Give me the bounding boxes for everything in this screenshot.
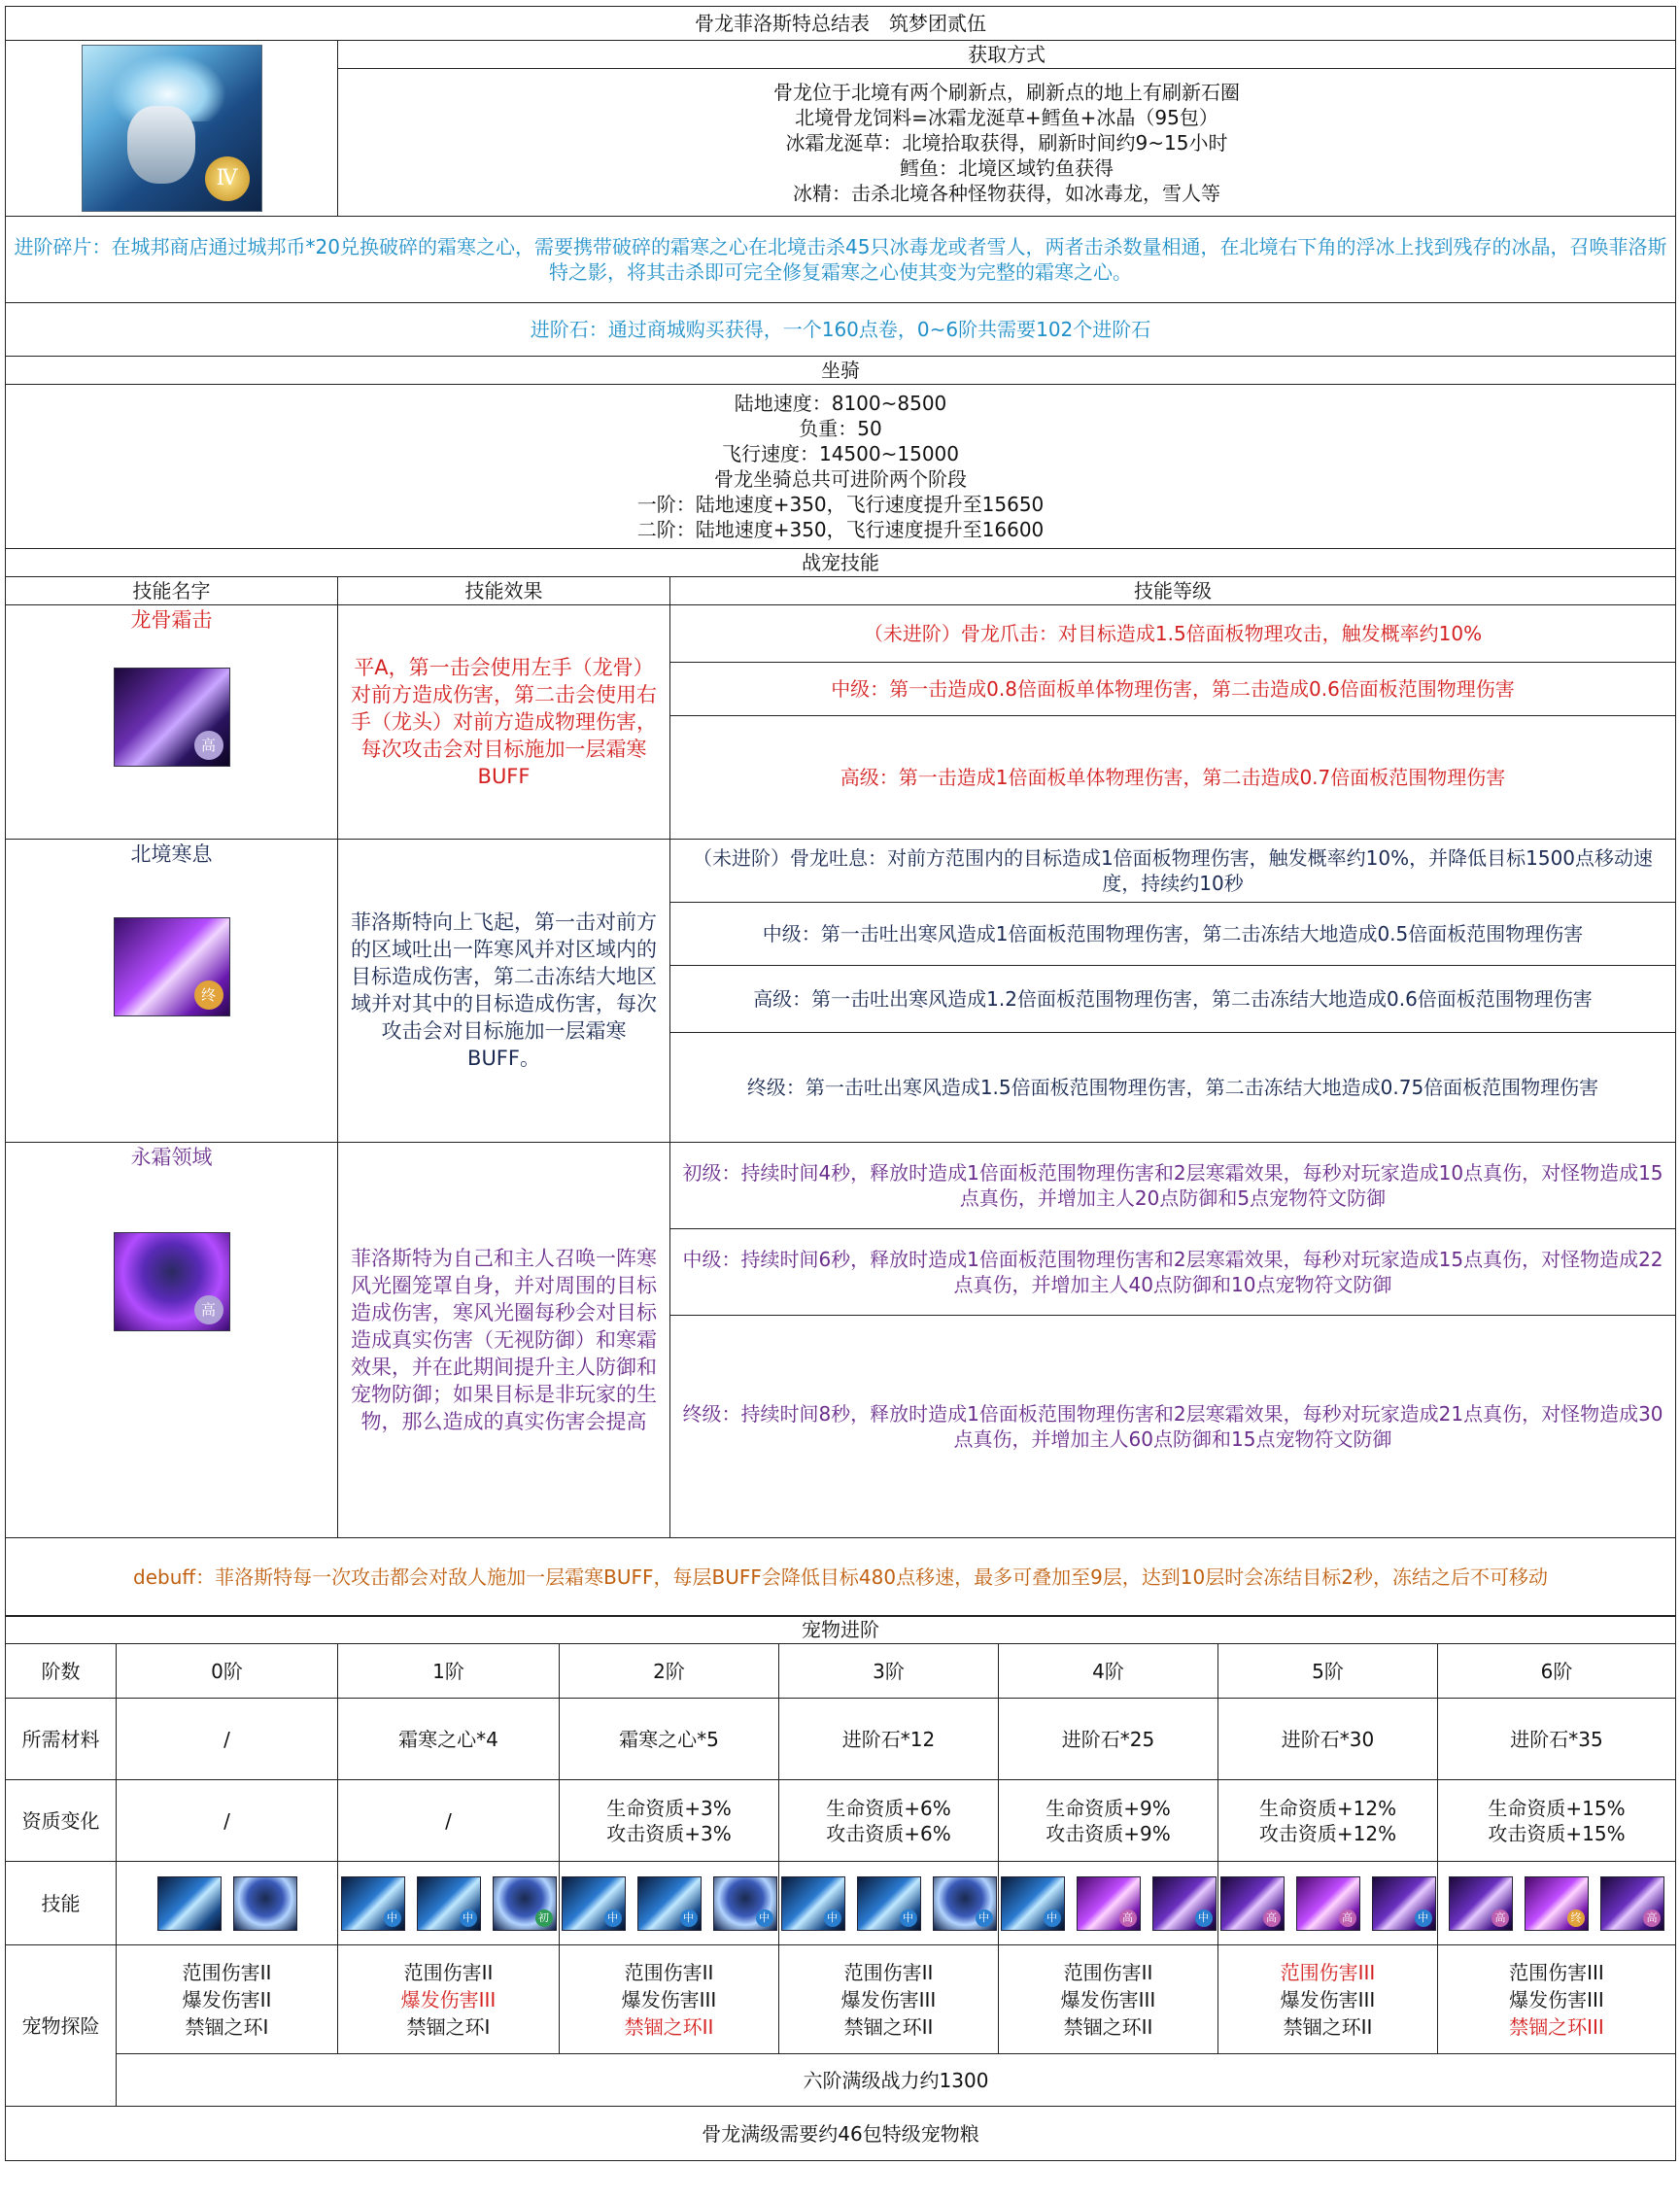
skill-thumb-badge: 中 — [1044, 1909, 1061, 1927]
skills-table — [5, 548, 1676, 1617]
skill-level: 终级：持续时间8秒，释放时造成1倍面板范围物理伤害和2层寒霜效果，每秒对玩家造成21点真伤，对怪物造成30点真伤，并增加主人60点防御和15点宠物符文防御 — [670, 1315, 1676, 1537]
skill-thumb-icon — [857, 1876, 921, 1931]
aptitude-line: 生命资质+3% — [606, 1796, 732, 1820]
aptitude-cell — [338, 1780, 560, 1862]
skill-icons-cell — [117, 1862, 338, 1945]
fragments-note: 进阶碎片：在城邦商店通过城邦币*20兑换破碎的霜寒之心，需要携带破碎的霜寒之心在北境击杀45只冰毒龙或者雪人，两者击杀数量相通，在北境右下角的浮冰上找到残存的冰晶，召唤菲洛斯特之影，将其击杀即可完全修复霜寒之心使其变为完整的霜寒之心。 — [6, 217, 1676, 303]
skill-thumb-badge: 中 — [900, 1909, 917, 1927]
skill-thumb-badge: 中 — [976, 1909, 993, 1927]
skill-icons-cell — [779, 1862, 999, 1945]
aptitude-cell — [1438, 1780, 1676, 1862]
explore-line: 禁锢之环II — [1283, 2014, 1373, 2039]
aptitude-line: / — [445, 1808, 452, 1833]
aptitude-line: 攻击资质+12% — [1258, 1821, 1397, 1845]
explore-line: 范围伤害II — [1063, 1960, 1153, 1984]
skill-thumb-badge: 高 — [1643, 1909, 1661, 1927]
col-skill-level: 技能等级 — [670, 576, 1676, 604]
mount-line: 一阶：陆地速度+350，飞行速度提升至15650 — [636, 493, 1045, 516]
aptitude-line: 攻击资质+6% — [826, 1821, 951, 1845]
footer-note: 骨龙满级需要约46包特级宠物粮 — [6, 2107, 1676, 2161]
skill-effect: 菲洛斯特为自己和主人召唤一阵寒风光圈笼罩自身，并对周围的目标造成伤害，寒风光圈每秒会对目标造成真实伤害（无视防御）和寒霜效果，并在此期间提升主人防御和宠物防御；如果目标是非玩家的生物，那么造成的真实伤害会提高 — [338, 1142, 670, 1537]
acquire-header: 获取方式 — [338, 41, 1676, 69]
row-label: 宠物探险 — [6, 1945, 117, 2107]
skill-thumb-icon — [341, 1876, 405, 1931]
acquire-lines — [338, 69, 1676, 217]
skill-level: 高级：第一击造成1倍面板单体物理伤害，第二击造成0.7倍面板范围物理伤害 — [670, 715, 1676, 839]
material-cell: 进阶石*25 — [999, 1699, 1218, 1780]
skill-thumb-icon — [637, 1876, 702, 1931]
skill-level: 高级：第一击吐出寒风造成1.2倍面板范围物理伤害，第二击冻结大地造成0.6倍面板范围物理伤害 — [670, 965, 1676, 1032]
explore-line: 范围伤害II — [403, 1960, 494, 1984]
skill-thumb-badge: 中 — [1415, 1909, 1432, 1927]
skill-thumb-badge: 高 — [1339, 1909, 1356, 1927]
explore-line: 禁锢之环II — [624, 2014, 714, 2039]
skill-thumb-icon — [1220, 1876, 1285, 1931]
skill-thumb-badge: 中 — [1195, 1909, 1213, 1927]
skill-thumb-icon — [417, 1876, 481, 1931]
material-cell: / — [117, 1699, 338, 1780]
explore-line: 爆发伤害III — [621, 1987, 717, 2011]
material-cell: 进阶石*12 — [779, 1699, 999, 1780]
skill-thumb-badge: 中 — [460, 1909, 477, 1927]
stage-cell: 4阶 — [999, 1644, 1218, 1699]
aptitude-line: 生命资质+15% — [1488, 1796, 1626, 1820]
skill-level: （未进阶）骨龙爪击：对目标造成1.5倍面板物理攻击，触发概率约10% — [670, 604, 1676, 662]
explore-cell — [117, 1945, 338, 2054]
explore-line: 禁锢之环I — [185, 2014, 269, 2039]
explore-cell — [999, 1945, 1218, 2054]
skill-thumb-badge: 高 — [1263, 1909, 1281, 1927]
skill-thumb-badge: 高 — [1491, 1909, 1509, 1927]
explore-cell — [779, 1945, 999, 2054]
skill-thumb-icon — [1001, 1876, 1065, 1931]
aptitude-line: 攻击资质+3% — [606, 1821, 732, 1845]
col-skill-name: 技能名字 — [6, 576, 338, 604]
skill-thumb-badge: 中 — [604, 1909, 622, 1927]
explore-line: 范围伤害II — [182, 1960, 272, 1984]
aptitude-cell — [1218, 1780, 1438, 1862]
advance-header: 宠物进阶 — [6, 1616, 1676, 1644]
mount-line: 飞行速度：14500~15000 — [721, 442, 959, 465]
explore-line: 范围伤害II — [843, 1960, 934, 1984]
advance-table — [5, 1615, 1676, 2161]
explore-line: 爆发伤害III — [840, 1987, 937, 2011]
skill-name: 龙骨霜击 — [130, 607, 213, 632]
skill-thumb-icon — [1296, 1876, 1360, 1931]
aptitude-line: 攻击资质+9% — [1046, 1821, 1171, 1845]
skill-icons-cell — [1438, 1862, 1676, 1945]
mount-lines — [6, 385, 1676, 549]
stage-cell: 1阶 — [338, 1644, 560, 1699]
skill-3-name-cell — [6, 1142, 338, 1537]
rank-badge: Ⅳ — [205, 156, 250, 201]
col-skill-effect: 技能效果 — [338, 576, 670, 604]
explore-line: 范围伤害III — [1509, 1960, 1604, 1984]
explore-line: 爆发伤害III — [1280, 1987, 1376, 2011]
skill-thumb-badge: 初 — [535, 1909, 553, 1927]
skill-level: 中级：第一击造成0.8倍面板单体物理伤害，第二击造成0.6倍面板范围物理伤害 — [670, 662, 1676, 715]
skill-thumb-icon — [493, 1876, 557, 1931]
bone-dragon-portrait-icon — [82, 45, 262, 212]
skill-thumb-icon — [713, 1876, 777, 1931]
northern-breath-icon — [114, 917, 230, 1016]
row-label: 阶数 — [6, 1644, 117, 1699]
debuff-note: debuff：菲洛斯特每一次攻击都会对敌人施加一层霜寒BUFF，每层BUFF会降低目标480点移速，最多可叠加至9层，达到10层时会冻结目标2秒，冻结之后不可移动 — [6, 1537, 1676, 1616]
power-note: 六阶满级战力约1300 — [117, 2054, 1676, 2107]
aptitude-line: / — [223, 1808, 230, 1833]
explore-cell — [1218, 1945, 1438, 2054]
material-cell: 霜寒之心*5 — [560, 1699, 779, 1780]
aptitude-cell — [779, 1780, 999, 1862]
skill-thumb-icon — [1525, 1876, 1589, 1931]
sheet-title: 骨龙菲洛斯特总结表 筑梦团贰伍 — [6, 7, 1676, 41]
skill-grade-badge: 高 — [194, 1295, 223, 1324]
skill-name: 北境寒息 — [130, 842, 213, 866]
skill-level: （未进阶）骨龙吐息：对前方范围内的目标造成1倍面板物理伤害，触发概率约10%，并降低目标1500点移动速度，持续约10秒 — [670, 839, 1676, 902]
stage-cell: 3阶 — [779, 1644, 999, 1699]
explore-line: 爆发伤害III — [400, 1987, 497, 2011]
explore-line: 爆发伤害III — [1509, 1987, 1604, 2011]
explore-line: 爆发伤害III — [1060, 1987, 1156, 2011]
skill-icons-cell — [338, 1862, 560, 1945]
acquire-line: 北境骨龙饲料=冰霜龙涎草+鳕鱼+冰晶（95包） — [795, 105, 1218, 129]
skill-level: 中级：第一击吐出寒风造成1倍面板范围物理伤害，第二击冻结大地造成0.5倍面板范围物理伤害 — [670, 902, 1676, 965]
skill-name: 永霜领域 — [130, 1145, 213, 1169]
skill-thumb-icon — [562, 1876, 626, 1931]
explore-line: 禁锢之环II — [843, 2014, 934, 2039]
explore-line: 禁锢之环I — [406, 2014, 491, 2039]
skill-level: 中级：持续时间6秒，释放时造成1倍面板范围物理伤害和2层寒霜效果，每秒对玩家造成15点真伤，对怪物造成22点真伤，并增加主人40点防御和10点宠物符文防御 — [670, 1228, 1676, 1315]
row-label: 技能 — [6, 1862, 117, 1945]
skill-grade-badge: 高 — [194, 731, 223, 760]
explore-cell — [1438, 1945, 1676, 2054]
mount-line: 骨龙坐骑总共可进阶两个阶段 — [714, 467, 967, 491]
dragon-bone-strike-icon — [114, 668, 230, 767]
aptitude-line: 生命资质+12% — [1258, 1796, 1397, 1820]
aptitude-cell — [560, 1780, 779, 1862]
skill-thumb-badge: 中 — [824, 1909, 841, 1927]
explore-line: 禁锢之环II — [1063, 2014, 1153, 2039]
skill-effect: 菲洛斯特向上飞起，第一击对前方的区域吐出一阵寒风并对区域内的目标造成伤害，第二击冻结大地区域并对其中的目标造成伤害，每次攻击会对目标施加一层霜寒BUFF。 — [338, 839, 670, 1142]
skill-thumb-icon — [1449, 1876, 1513, 1931]
acquire-line: 冰霜龙涎草：北境拾取获得，刷新时间约9~15小时 — [785, 130, 1228, 155]
aptitude-cell — [117, 1780, 338, 1862]
material-cell: 进阶石*35 — [1438, 1699, 1676, 1780]
skill-1-name-cell — [6, 604, 338, 839]
skill-icons-cell — [999, 1862, 1218, 1945]
explore-line: 爆发伤害II — [182, 1987, 272, 2011]
skill-thumb-badge: 中 — [756, 1909, 773, 1927]
skill-icons-cell — [1218, 1862, 1438, 1945]
skill-thumb-icon — [1152, 1876, 1217, 1931]
skill-2-name-cell — [6, 839, 338, 1142]
eternal-frost-domain-icon — [114, 1232, 230, 1331]
aptitude-line: 攻击资质+15% — [1488, 1821, 1626, 1845]
material-cell: 霜寒之心*4 — [338, 1699, 560, 1780]
aptitude-line: 生命资质+9% — [1046, 1796, 1171, 1820]
explore-line: 范围伤害III — [1280, 1960, 1376, 1984]
skill-thumb-icon — [1077, 1876, 1141, 1931]
stage-cell: 0阶 — [117, 1644, 338, 1699]
skill-thumb-badge: 中 — [680, 1909, 698, 1927]
acquire-line: 冰精：击杀北境各种怪物获得，如冰毒龙，雪人等 — [793, 181, 1220, 205]
mount-line: 负重：50 — [799, 417, 882, 440]
skill-thumb-badge: 中 — [384, 1909, 401, 1927]
skill-thumb-icon — [1372, 1876, 1436, 1931]
aptitude-cell — [999, 1780, 1218, 1862]
skills-header: 战宠技能 — [6, 548, 1676, 576]
explore-cell — [338, 1945, 560, 2054]
skill-thumb-badge: 终 — [1567, 1909, 1585, 1927]
skill-thumb-badge: 高 — [1119, 1909, 1137, 1927]
skill-thumb-icon — [781, 1876, 845, 1931]
skill-level: 终级：第一击吐出寒风造成1.5倍面板范围物理伤害，第二击冻结大地造成0.75倍面板范围物理伤害 — [670, 1032, 1676, 1142]
skill-grade-badge: 终 — [194, 980, 223, 1010]
acquire-line: 骨龙位于北境有两个刷新点，刷新点的地上有刷新石圈 — [773, 80, 1240, 104]
skill-thumb-icon — [157, 1876, 222, 1931]
mount-line: 陆地速度：8100~8500 — [734, 392, 947, 415]
aptitude-line: 生命资质+6% — [826, 1796, 951, 1820]
explore-line: 禁锢之环III — [1509, 2014, 1604, 2039]
row-label: 所需材料 — [6, 1699, 117, 1780]
skill-thumb-icon — [1600, 1876, 1664, 1931]
skill-thumb-icon — [233, 1876, 297, 1931]
stage-cell: 6阶 — [1438, 1644, 1676, 1699]
explore-line: 范围伤害II — [624, 1960, 714, 1984]
stage-cell: 5阶 — [1218, 1644, 1438, 1699]
skill-level: 初级：持续时间4秒，释放时造成1倍面板范围物理伤害和2层寒霜效果，每秒对玩家造成10点真伤，对怪物造成15点真伤，并增加主人20点防御和5点宠物符文防御 — [670, 1142, 1676, 1228]
skill-effect: 平A，第一击会使用左手（龙骨）对前方造成伤害，第二击会使用右手（龙头）对前方造成物理伤害，每次攻击会对目标施加一层霜寒BUFF — [338, 604, 670, 839]
row-label: 资质变化 — [6, 1780, 117, 1862]
material-cell: 进阶石*30 — [1218, 1699, 1438, 1780]
portrait-cell — [6, 41, 338, 217]
stone-note: 进阶石：通过商城购买获得，一个160点卷，0~6阶共需要102个进阶石 — [6, 303, 1676, 357]
explore-cell — [560, 1945, 779, 2054]
stage-cell: 2阶 — [560, 1644, 779, 1699]
acquisition-table — [5, 6, 1676, 549]
skill-icons-cell — [560, 1862, 779, 1945]
acquire-line: 鳕鱼：北境区域钓鱼获得 — [900, 155, 1114, 180]
mount-header: 坐骑 — [6, 357, 1676, 385]
summary-sheet — [5, 6, 1676, 2161]
skill-thumb-icon — [933, 1876, 997, 1931]
mount-line: 二阶：陆地速度+350，飞行速度提升至16600 — [636, 518, 1045, 541]
